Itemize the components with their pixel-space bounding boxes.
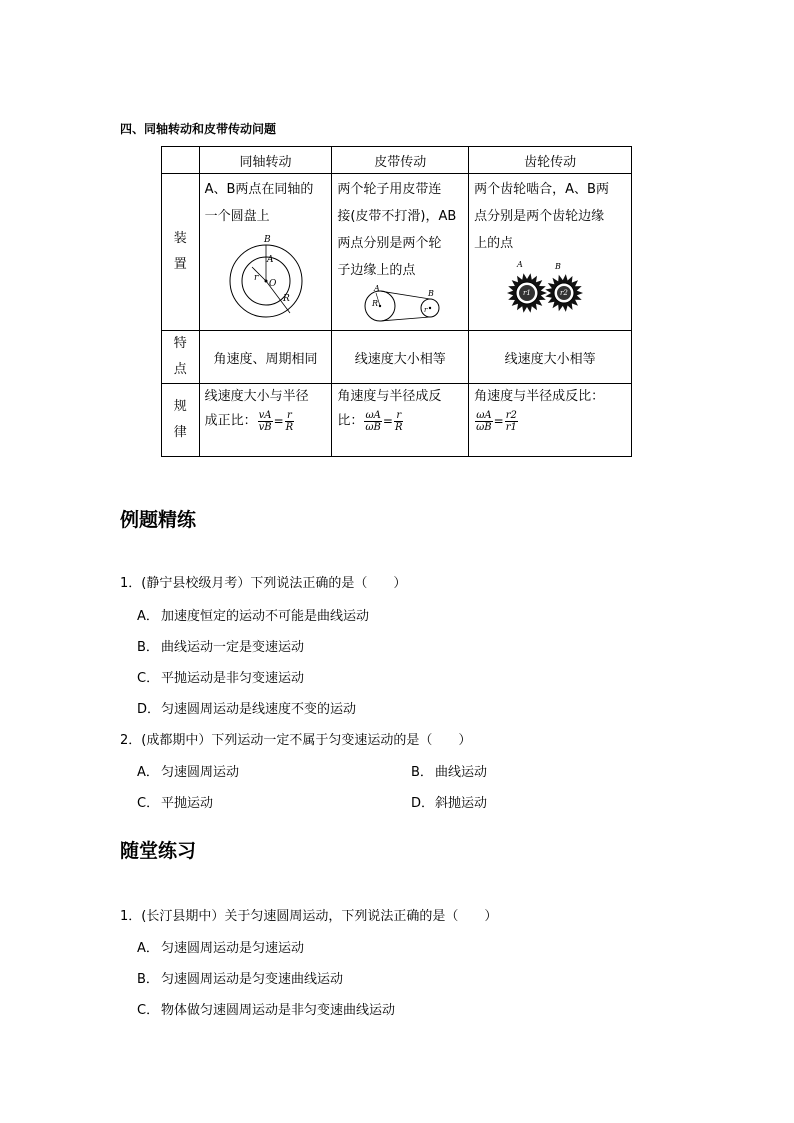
examples-heading: 例题精练 xyxy=(120,509,197,531)
example-q1-option-c: C． 平抛运动是非匀变速运动 xyxy=(137,671,305,686)
gear-desc-line: 上的点 xyxy=(474,236,514,251)
coaxial-label-R: R xyxy=(282,294,290,304)
fraction: $\frac{r}{R}$ xyxy=(285,409,294,433)
section-title: 四、同轴转动和皮带传动问题 xyxy=(120,122,277,136)
coaxial-label-B: B xyxy=(263,235,271,245)
fraction: $\frac{\omega A}{\omega B}$ xyxy=(365,409,381,433)
header-gear: 齿轮传动 xyxy=(469,147,632,174)
rule-label: 规 律 xyxy=(162,384,200,457)
belt-label-r: r xyxy=(424,306,428,314)
practice-q1-stem: 1．(长汀县期中）关于匀速圆周运动，下列说法正确的是（ ） xyxy=(120,909,498,924)
gear-label-r1: r1 xyxy=(523,289,531,297)
example-q2-option-b: B． 曲线运动 xyxy=(411,765,488,780)
belt-desc-line: 两个轮子用皮带连 xyxy=(337,182,442,197)
rule-row xyxy=(162,384,632,457)
practice-q1-option-a: A． 匀速圆周运动是匀速运动 xyxy=(137,941,305,956)
gear-label-B: B xyxy=(555,262,562,271)
coaxial-desc-line: A、B两点在同轴的 xyxy=(204,182,314,197)
belt-label-A: A xyxy=(374,284,381,293)
practice-heading: 随堂练习 xyxy=(120,840,197,862)
example-q1-option-b: B． 曲线运动一定是变速运动 xyxy=(137,640,305,655)
gear-label-A: A xyxy=(517,260,523,269)
gear-desc-line: 两个齿轮啮合，A、B两 xyxy=(474,182,609,197)
table-header-row xyxy=(162,147,632,174)
belt-desc-line: 两点分别是两个轮 xyxy=(337,236,442,251)
coaxial-label-A: A xyxy=(266,255,274,265)
gear-mesh-figure xyxy=(469,257,629,321)
device-row xyxy=(162,174,632,331)
belt-desc-line: 接(皮带不打滑)，AB xyxy=(337,209,457,224)
fraction: $\frac{r2}{r1}$ xyxy=(505,409,517,433)
feature-belt: 线速度大小相等 xyxy=(332,331,469,384)
device-belt-cell xyxy=(332,174,469,331)
coaxial-label-O: O xyxy=(268,279,276,289)
feature-gear: 线速度大小相等 xyxy=(469,331,632,384)
fraction: $\frac{\omega A}{\omega B}$ xyxy=(476,409,492,433)
transmission-table xyxy=(161,146,632,457)
feature-coaxial: 角速度、周期相同 xyxy=(199,331,332,384)
header-belt: 皮带传动 xyxy=(332,147,469,174)
rule-coaxial: 线速度大小与半径 成正比： $\frac{vA}{vB}$ = $\frac{r}{R}$ xyxy=(199,384,332,457)
practice-q1-option-c: C． 物体做匀速圆周运动是非匀变速曲线运动 xyxy=(137,1003,396,1018)
belt-label-B: B xyxy=(428,289,435,298)
feature-row xyxy=(162,331,632,384)
feature-label: 特 点 xyxy=(162,331,200,384)
coaxial-disc-figure xyxy=(200,230,330,326)
rule-gear: 角速度与半径成反比： $\frac{\omega A}{\omega B}$ = $\frac{r2}{r1}$ xyxy=(469,384,632,457)
belt-desc-line: 子边缘上的点 xyxy=(337,263,416,278)
device-coaxial-cell xyxy=(199,174,332,331)
coaxial-label-r: r xyxy=(253,273,258,283)
device-gear-cell xyxy=(469,174,632,331)
practice-q1-option-b: B． 匀速圆周运动是匀变速曲线运动 xyxy=(137,972,344,987)
header-coaxial: 同轴转动 xyxy=(199,147,332,174)
fraction: $\frac{r}{R}$ xyxy=(394,409,403,433)
example-q2-option-c: C． 平抛运动 xyxy=(137,796,214,811)
example-q2-stem: 2．(成都期中）下列运动一定不属于匀变速运动的是（ ） xyxy=(120,733,472,748)
belt-label-R: R xyxy=(372,299,379,308)
corner-cell xyxy=(162,147,200,174)
coaxial-desc-line: 一个圆盘上 xyxy=(204,209,270,224)
gear-desc-line: 点分别是两个齿轮边缘 xyxy=(474,209,605,224)
fraction: $\frac{vA}{vB}$ xyxy=(258,409,272,433)
belt-drive-figure xyxy=(332,284,466,324)
device-label: 装 置 xyxy=(162,174,200,331)
example-q2-option-a: A． 匀速圆周运动 xyxy=(137,765,240,780)
example-q1-stem: 1．(静宁县校级月考）下列说法正确的是（ ） xyxy=(120,576,407,591)
rule-belt: 角速度与半径成反 比： $\frac{\omega A}{\omega B}$ = $\frac{r}{R}$ xyxy=(332,384,469,457)
gear-label-r2: r2 xyxy=(560,289,568,297)
example-q2-option-d: D．斜抛运动 xyxy=(411,796,488,811)
example-q1-option-a: A． 加速度恒定的运动不可能是曲线运动 xyxy=(137,609,370,624)
example-q1-option-d: D．匀速圆周运动是线速度不变的运动 xyxy=(137,702,357,717)
